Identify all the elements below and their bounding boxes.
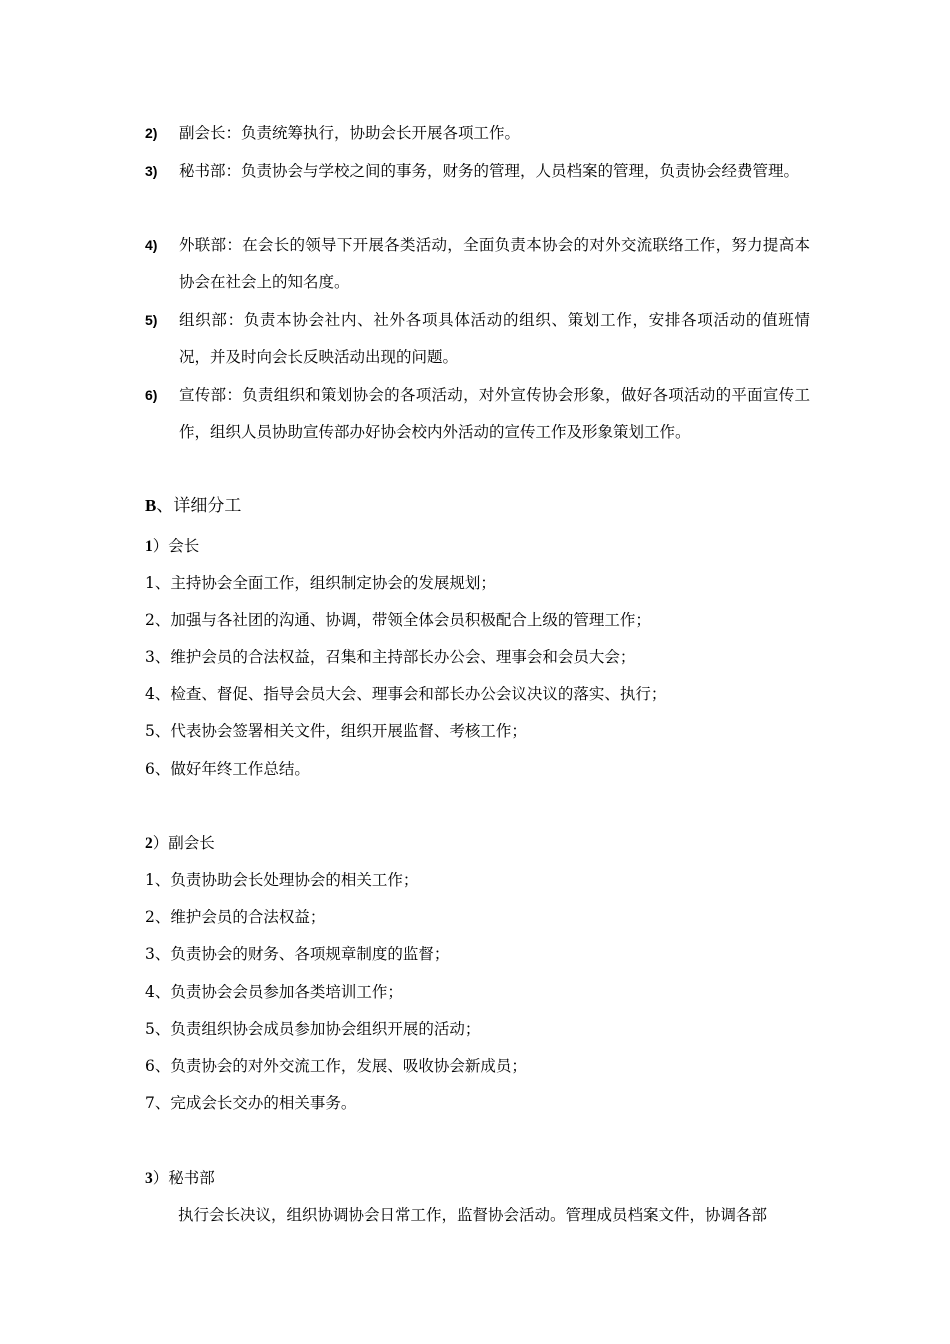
duty-number: 6) [145,387,158,403]
list-item: 2、维护会员的合法权益； [145,908,326,926]
list-item: 4、检查、督促、指导会员大会、理事会和部长办公会议决议的落实、执行； [145,685,667,703]
subsection-title: ）秘书部 [152,1169,215,1187]
list-item: 3、负责协会的财务、各项规章制度的监督； [145,945,450,963]
duty-item-secretariat [145,153,810,190]
duty-item-organization [145,302,810,376]
vice-president-heading [145,831,215,856]
duty-text: 宣传部：负责组织和策划协会的各项活动，对外宣传协会形象，做好各项活动的平面宣传工作，组织人员协助宣传部办好协会校内外活动的宣传工作及形象策划工作。 [179,386,810,441]
section-letter: B [145,496,157,515]
duty-item-external-relations [145,227,810,301]
list-item: 1、负责协助会长处理协会的相关工作； [145,871,419,889]
duty-number: 2) [145,125,158,141]
subsection-number: 1 [145,538,153,555]
list-item: 4、负责协会会员参加各类培训工作； [145,983,403,1001]
duty-text: 副会长：负责统筹执行，协助会长开展各项工作。 [179,124,521,142]
list-item: 1、主持协会全面工作，组织制定协会的发展规划； [145,574,496,592]
secretariat-heading [145,1166,215,1191]
subsection-number: 3 [145,1170,153,1187]
list-item: 5、代表协会签署相关文件，组织开展监督、考核工作； [145,722,527,740]
list-item: 3、维护会员的合法权益，召集和主持部长办公会、理事会和会员大会； [145,648,636,666]
section-b-heading [145,494,241,518]
duty-number: 4) [145,237,158,253]
subsection-title: ）副会长 [152,834,215,852]
president-heading [145,534,199,559]
list-item: 7、完成会长交办的相关事务。 [145,1094,357,1112]
section-title: 、详细分工 [156,496,242,516]
list-item: 6、负责协会的对外交流工作，发展、吸收协会新成员； [145,1057,527,1075]
subsection-title: ）会长 [152,537,200,555]
duty-item-vice-president [145,115,810,152]
duty-text: 外联部：在会长的领导下开展各类活动，全面负责本协会的对外交流联络工作，努力提高本协会在社会上的知名度。 [179,236,810,291]
duty-text: 秘书部：负责协会与学校之间的事务，财务的管理，人员档案的管理，负责协会经费管理。 [179,162,800,180]
subsection-number: 2 [145,835,153,852]
duty-number: 3) [145,163,158,179]
duty-text: 组织部：负责本协会社内、社外各项具体活动的组织、策划工作，安排各项活动的值班情况，并及时向会长反映活动出现的问题。 [179,311,810,366]
secretariat-paragraph: 执行会长决议，组织协调协会日常工作，监督协会活动。管理成员档案文件，协调各部 [178,1206,768,1224]
duty-item-publicity [145,377,810,451]
list-item: 2、加强与各社团的沟通、协调，带领全体会员积极配合上级的管理工作； [145,611,651,629]
list-item: 6、做好年终工作总结。 [145,760,310,778]
duty-number: 5) [145,312,158,328]
list-item: 5、负责组织协会成员参加协会组织开展的活动； [145,1020,481,1038]
